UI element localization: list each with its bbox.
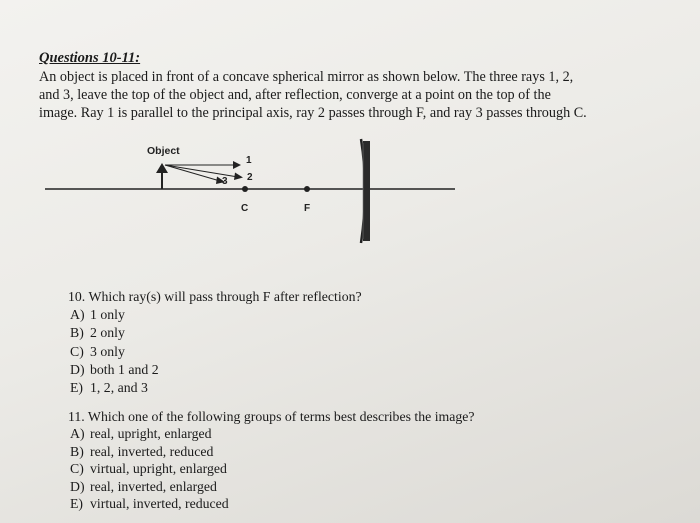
question-11-option-c: C) virtual, upright, enlarged [70, 461, 227, 477]
question-11-option-b: B) real, inverted, reduced [70, 443, 214, 459]
intro-line: An object is placed in front of a concave spherical mirror as shown below. The three rays 1, 2, [39, 69, 574, 85]
ray-1-label: 1 [246, 155, 252, 166]
question-11-option-d: D) real, inverted, enlarged [70, 478, 217, 494]
ray-3-label: 3 [222, 176, 228, 187]
mirror-ray-diagram [0, 135, 700, 255]
ray-2-arrowhead [234, 173, 243, 181]
question-10-option-c: C) 3 only [70, 343, 125, 359]
point-f-marker [304, 186, 310, 192]
section-title: Questions 10-11: [39, 50, 141, 66]
mirror-backing [363, 141, 370, 241]
question-11-option-e: E) virtual, inverted, reduced [70, 496, 229, 512]
ray-1-arrowhead [233, 161, 241, 169]
intro-line: and 3, leave the top of the object and, after reflection, converge at a point on the top of the [39, 87, 551, 103]
question-11 [68, 408, 475, 512]
intro-paragraph [39, 68, 639, 122]
point-f-label: F [304, 203, 311, 214]
question-11-text: 11. Which one of the following groups of terms best describes the image? [68, 409, 475, 424]
question-10-option-d: D) both 1 and 2 [70, 361, 159, 377]
ray-2-label: 2 [247, 172, 253, 183]
question-10-text: 10. Which ray(s) will pass through F after reflection? [68, 289, 362, 304]
question-10-option-e: E) 1, 2, and 3 [70, 380, 148, 396]
question-10-option-b: B) 2 only [70, 325, 125, 341]
question-10 [68, 288, 362, 397]
question-11-option-a: A) real, upright, enlarged [70, 426, 212, 442]
question-10-option-a: A) 1 only [70, 307, 125, 323]
point-c-marker [242, 186, 248, 192]
object-label: Object [147, 145, 180, 157]
intro-line: image. Ray 1 is parallel to the principal axis, ray 2 passes through F, and ray 3 passes through C. [39, 105, 587, 121]
point-c-label: C [241, 203, 249, 214]
